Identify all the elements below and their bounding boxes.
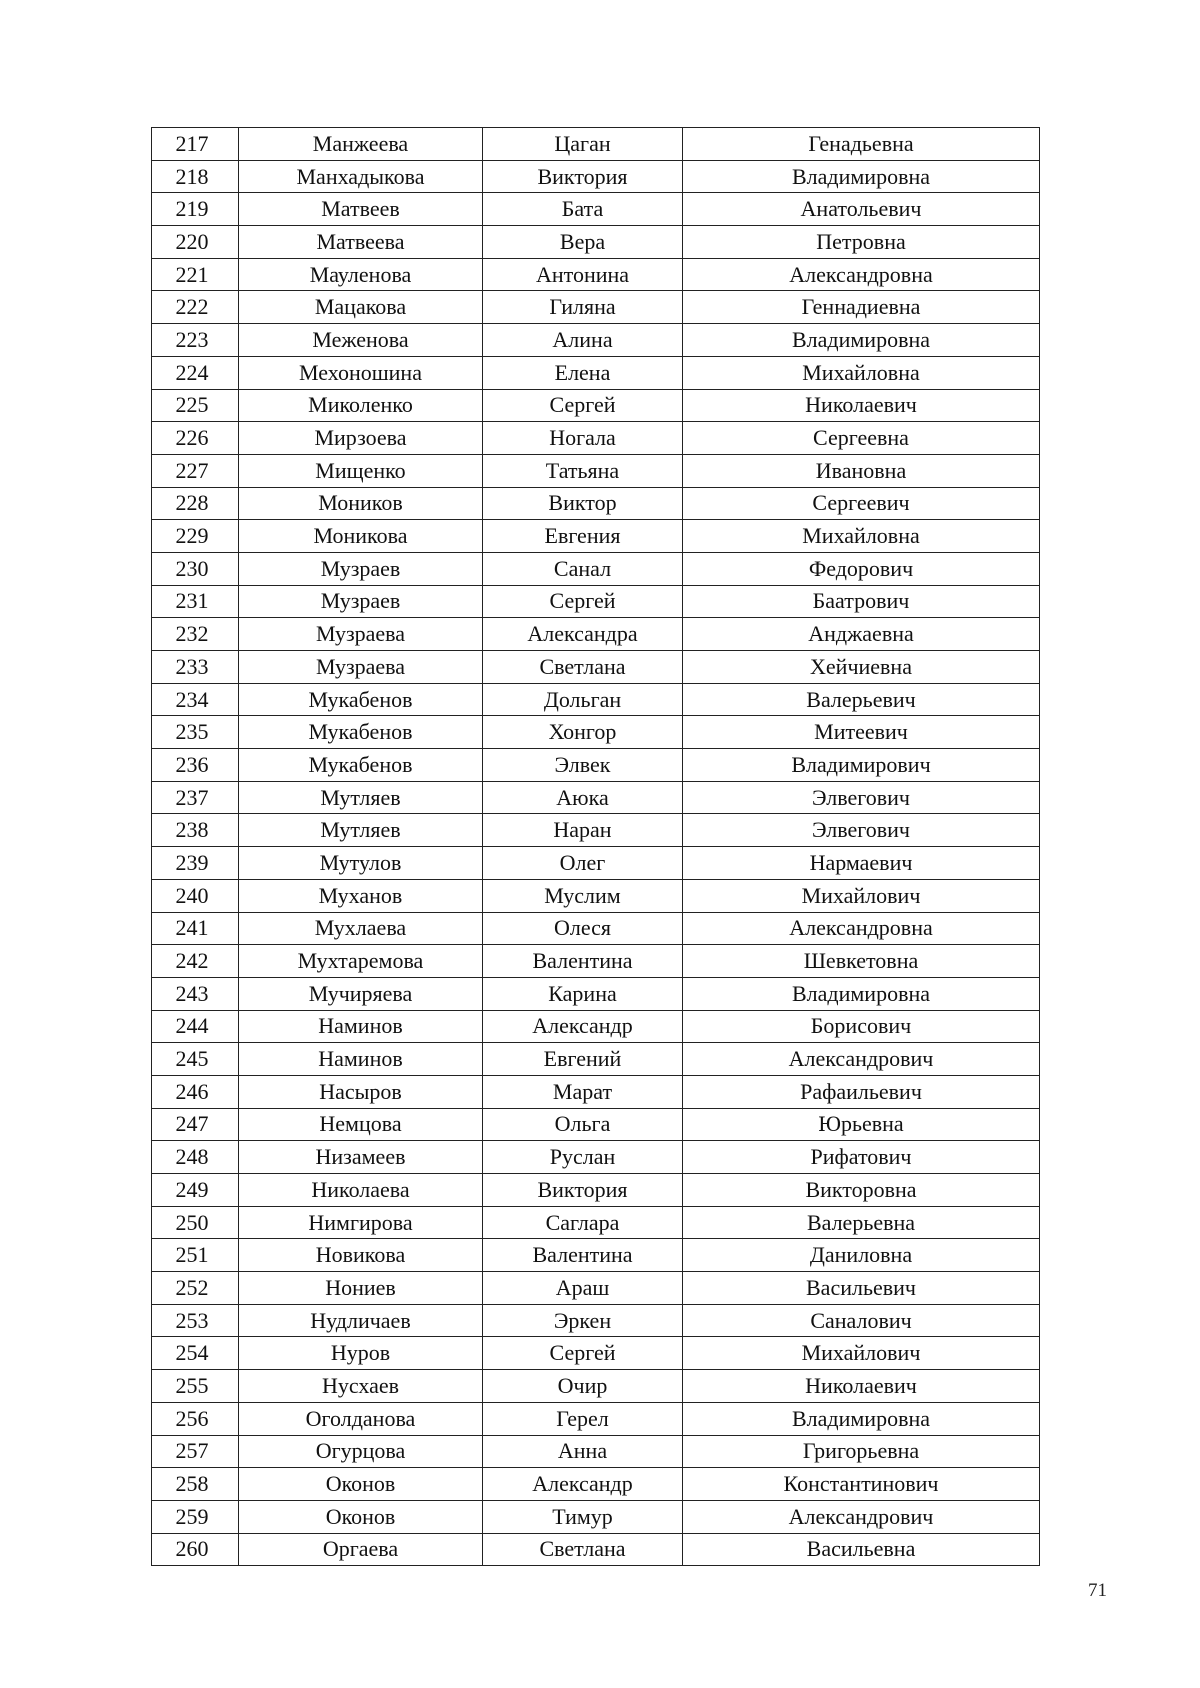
patronymic-cell: Константинович: [683, 1468, 1040, 1501]
table-row: [152, 193, 1040, 226]
first-name-cell: Елена: [483, 356, 683, 389]
table-row: [152, 1435, 1040, 1468]
patronymic-cell: Анатольевич: [683, 193, 1040, 226]
patronymic-cell: Николаевич: [683, 1370, 1040, 1403]
table-row: [152, 977, 1040, 1010]
patronymic-cell: Элвегович: [683, 814, 1040, 847]
row-number-cell: 241: [152, 912, 239, 945]
row-number-cell: 248: [152, 1141, 239, 1174]
first-name-cell: Тимур: [483, 1500, 683, 1533]
row-number-cell: 259: [152, 1500, 239, 1533]
table-row: [152, 716, 1040, 749]
row-number-cell: 240: [152, 879, 239, 912]
first-name-cell: Евгений: [483, 1043, 683, 1076]
patronymic-cell: Даниловна: [683, 1239, 1040, 1272]
last-name-cell: Мацакова: [239, 291, 483, 324]
first-name-cell: Саглара: [483, 1206, 683, 1239]
table-row: [152, 1075, 1040, 1108]
row-number-cell: 253: [152, 1304, 239, 1337]
table-row: [152, 160, 1040, 193]
table-row: [152, 1108, 1040, 1141]
row-number-cell: 221: [152, 258, 239, 291]
patronymic-cell: Анджаевна: [683, 618, 1040, 651]
patronymic-cell: Михайловна: [683, 356, 1040, 389]
row-number-cell: 236: [152, 749, 239, 782]
first-name-cell: Ольга: [483, 1108, 683, 1141]
patronymic-cell: Ивановна: [683, 454, 1040, 487]
first-name-cell: Араш: [483, 1272, 683, 1305]
row-number-cell: 247: [152, 1108, 239, 1141]
table-row: [152, 1010, 1040, 1043]
table-row: [152, 1206, 1040, 1239]
table-row: [152, 1402, 1040, 1435]
first-name-cell: Светлана: [483, 1533, 683, 1566]
table-row: [152, 291, 1040, 324]
table-row: [152, 814, 1040, 847]
row-number-cell: 244: [152, 1010, 239, 1043]
row-number-cell: 238: [152, 814, 239, 847]
row-number-cell: 245: [152, 1043, 239, 1076]
row-number-cell: 228: [152, 487, 239, 520]
table-row: [152, 356, 1040, 389]
row-number-cell: 218: [152, 160, 239, 193]
last-name-cell: Манжеева: [239, 128, 483, 161]
last-name-cell: Нусхаев: [239, 1370, 483, 1403]
patronymic-cell: Васильевич: [683, 1272, 1040, 1305]
last-name-cell: Манхадыкова: [239, 160, 483, 193]
row-number-cell: 224: [152, 356, 239, 389]
patronymic-cell: Баатрович: [683, 585, 1040, 618]
table-row: [152, 1533, 1040, 1566]
patronymic-cell: Геннадиевна: [683, 291, 1040, 324]
last-name-cell: Нуров: [239, 1337, 483, 1370]
last-name-cell: Наминов: [239, 1010, 483, 1043]
table-row: [152, 618, 1040, 651]
last-name-cell: Нудличаев: [239, 1304, 483, 1337]
first-name-cell: Марат: [483, 1075, 683, 1108]
first-name-cell: Бата: [483, 193, 683, 226]
last-name-cell: Мухтаремова: [239, 945, 483, 978]
last-name-cell: Музраева: [239, 651, 483, 684]
names-table-body: [152, 128, 1040, 1566]
first-name-cell: Александр: [483, 1010, 683, 1043]
row-number-cell: 230: [152, 552, 239, 585]
table-row: [152, 324, 1040, 357]
patronymic-cell: Шевкетовна: [683, 945, 1040, 978]
table-row: [152, 847, 1040, 880]
first-name-cell: Алина: [483, 324, 683, 357]
row-number-cell: 255: [152, 1370, 239, 1403]
last-name-cell: Муханов: [239, 879, 483, 912]
first-name-cell: Александр: [483, 1468, 683, 1501]
row-number-cell: 258: [152, 1468, 239, 1501]
patronymic-cell: Саналович: [683, 1304, 1040, 1337]
last-name-cell: Оголданова: [239, 1402, 483, 1435]
first-name-cell: Евгения: [483, 520, 683, 553]
patronymic-cell: Николаевич: [683, 389, 1040, 422]
last-name-cell: Мухлаева: [239, 912, 483, 945]
first-name-cell: Элвек: [483, 749, 683, 782]
patronymic-cell: Александрович: [683, 1043, 1040, 1076]
row-number-cell: 243: [152, 977, 239, 1010]
last-name-cell: Низамеев: [239, 1141, 483, 1174]
last-name-cell: Моников: [239, 487, 483, 520]
last-name-cell: Николаева: [239, 1174, 483, 1207]
patronymic-cell: Александровна: [683, 912, 1040, 945]
table-row: [152, 683, 1040, 716]
first-name-cell: Светлана: [483, 651, 683, 684]
patronymic-cell: Михайловна: [683, 520, 1040, 553]
first-name-cell: Руслан: [483, 1141, 683, 1174]
patronymic-cell: Юрьевна: [683, 1108, 1040, 1141]
row-number-cell: 217: [152, 128, 239, 161]
table-row: [152, 454, 1040, 487]
patronymic-cell: Рафаильевич: [683, 1075, 1040, 1108]
patronymic-cell: Владимировна: [683, 977, 1040, 1010]
table-row: [152, 912, 1040, 945]
last-name-cell: Мирзоева: [239, 422, 483, 455]
row-number-cell: 226: [152, 422, 239, 455]
last-name-cell: Наминов: [239, 1043, 483, 1076]
last-name-cell: Музраев: [239, 552, 483, 585]
row-number-cell: 256: [152, 1402, 239, 1435]
table-row: [152, 1500, 1040, 1533]
first-name-cell: Эркен: [483, 1304, 683, 1337]
row-number-cell: 229: [152, 520, 239, 553]
last-name-cell: Матвеев: [239, 193, 483, 226]
patronymic-cell: Григорьевна: [683, 1435, 1040, 1468]
table-row: [152, 422, 1040, 455]
table-row: [152, 1174, 1040, 1207]
last-name-cell: Мехоношина: [239, 356, 483, 389]
first-name-cell: Антонина: [483, 258, 683, 291]
row-number-cell: 257: [152, 1435, 239, 1468]
patronymic-cell: Валерьевна: [683, 1206, 1040, 1239]
row-number-cell: 237: [152, 781, 239, 814]
patronymic-cell: Сергеевна: [683, 422, 1040, 455]
table-row: [152, 487, 1040, 520]
table-row: [152, 128, 1040, 161]
last-name-cell: Музраева: [239, 618, 483, 651]
first-name-cell: Виктор: [483, 487, 683, 520]
table-row: [152, 1370, 1040, 1403]
last-name-cell: Музраев: [239, 585, 483, 618]
last-name-cell: Нониев: [239, 1272, 483, 1305]
row-number-cell: 232: [152, 618, 239, 651]
patronymic-cell: Владимировна: [683, 160, 1040, 193]
table-row: [152, 389, 1040, 422]
table-row: [152, 520, 1040, 553]
last-name-cell: Мутулов: [239, 847, 483, 880]
row-number-cell: 251: [152, 1239, 239, 1272]
first-name-cell: Санал: [483, 552, 683, 585]
first-name-cell: Очир: [483, 1370, 683, 1403]
patronymic-cell: Владимирович: [683, 749, 1040, 782]
first-name-cell: Наран: [483, 814, 683, 847]
page-number: 71: [1088, 1580, 1107, 1601]
patronymic-cell: Михайлович: [683, 879, 1040, 912]
row-number-cell: 242: [152, 945, 239, 978]
row-number-cell: 250: [152, 1206, 239, 1239]
patronymic-cell: Валерьевич: [683, 683, 1040, 716]
first-name-cell: Виктория: [483, 1174, 683, 1207]
row-number-cell: 246: [152, 1075, 239, 1108]
first-name-cell: Ногала: [483, 422, 683, 455]
patronymic-cell: Элвегович: [683, 781, 1040, 814]
last-name-cell: Нимгирова: [239, 1206, 483, 1239]
last-name-cell: Мучиряева: [239, 977, 483, 1010]
last-name-cell: Огурцова: [239, 1435, 483, 1468]
patronymic-cell: Митеевич: [683, 716, 1040, 749]
table-row: [152, 879, 1040, 912]
first-name-cell: Виктория: [483, 160, 683, 193]
first-name-cell: Цаган: [483, 128, 683, 161]
row-number-cell: 234: [152, 683, 239, 716]
patronymic-cell: Михайлович: [683, 1337, 1040, 1370]
first-name-cell: Муслим: [483, 879, 683, 912]
row-number-cell: 254: [152, 1337, 239, 1370]
last-name-cell: Мукабенов: [239, 749, 483, 782]
first-name-cell: Олеся: [483, 912, 683, 945]
first-name-cell: Сергей: [483, 585, 683, 618]
last-name-cell: Матвеева: [239, 226, 483, 259]
patronymic-cell: Хейчиевна: [683, 651, 1040, 684]
last-name-cell: Оконов: [239, 1468, 483, 1501]
first-name-cell: Вера: [483, 226, 683, 259]
first-name-cell: Хонгор: [483, 716, 683, 749]
table-row: [152, 1043, 1040, 1076]
patronymic-cell: Рифатович: [683, 1141, 1040, 1174]
last-name-cell: Мукабенов: [239, 716, 483, 749]
first-name-cell: Татьяна: [483, 454, 683, 487]
last-name-cell: Мутляев: [239, 781, 483, 814]
names-table-container: [151, 127, 1039, 1566]
last-name-cell: Оконов: [239, 1500, 483, 1533]
row-number-cell: 231: [152, 585, 239, 618]
first-name-cell: Карина: [483, 977, 683, 1010]
patronymic-cell: Борисович: [683, 1010, 1040, 1043]
first-name-cell: Дольган: [483, 683, 683, 716]
table-row: [152, 1304, 1040, 1337]
first-name-cell: Олег: [483, 847, 683, 880]
table-row: [152, 651, 1040, 684]
row-number-cell: 260: [152, 1533, 239, 1566]
row-number-cell: 249: [152, 1174, 239, 1207]
table-row: [152, 1272, 1040, 1305]
patronymic-cell: Александрович: [683, 1500, 1040, 1533]
patronymic-cell: Владимировна: [683, 324, 1040, 357]
last-name-cell: Немцова: [239, 1108, 483, 1141]
last-name-cell: Миколенко: [239, 389, 483, 422]
first-name-cell: Аюка: [483, 781, 683, 814]
first-name-cell: Сергей: [483, 389, 683, 422]
patronymic-cell: Петровна: [683, 226, 1040, 259]
table-row: [152, 945, 1040, 978]
row-number-cell: 235: [152, 716, 239, 749]
row-number-cell: 233: [152, 651, 239, 684]
first-name-cell: Сергей: [483, 1337, 683, 1370]
row-number-cell: 252: [152, 1272, 239, 1305]
table-row: [152, 585, 1040, 618]
last-name-cell: Мукабенов: [239, 683, 483, 716]
table-row: [152, 258, 1040, 291]
patronymic-cell: Нармаевич: [683, 847, 1040, 880]
last-name-cell: Моникова: [239, 520, 483, 553]
first-name-cell: Анна: [483, 1435, 683, 1468]
last-name-cell: Мищенко: [239, 454, 483, 487]
first-name-cell: Валентина: [483, 945, 683, 978]
row-number-cell: 223: [152, 324, 239, 357]
first-name-cell: Валентина: [483, 1239, 683, 1272]
table-row: [152, 1468, 1040, 1501]
first-name-cell: Герел: [483, 1402, 683, 1435]
patronymic-cell: Викторовна: [683, 1174, 1040, 1207]
patronymic-cell: Васильевна: [683, 1533, 1040, 1566]
patronymic-cell: Генадьевна: [683, 128, 1040, 161]
patronymic-cell: Владимировна: [683, 1402, 1040, 1435]
names-table: [151, 127, 1040, 1566]
table-row: [152, 781, 1040, 814]
patronymic-cell: Сергеевич: [683, 487, 1040, 520]
patronymic-cell: Александровна: [683, 258, 1040, 291]
last-name-cell: Мауленова: [239, 258, 483, 291]
last-name-cell: Оргаева: [239, 1533, 483, 1566]
table-row: [152, 749, 1040, 782]
table-row: [152, 1239, 1040, 1272]
table-row: [152, 552, 1040, 585]
last-name-cell: Новикова: [239, 1239, 483, 1272]
row-number-cell: 227: [152, 454, 239, 487]
table-row: [152, 1141, 1040, 1174]
table-row: [152, 1337, 1040, 1370]
first-name-cell: Александра: [483, 618, 683, 651]
row-number-cell: 239: [152, 847, 239, 880]
last-name-cell: Насыров: [239, 1075, 483, 1108]
table-row: [152, 226, 1040, 259]
row-number-cell: 220: [152, 226, 239, 259]
first-name-cell: Гиляна: [483, 291, 683, 324]
row-number-cell: 219: [152, 193, 239, 226]
row-number-cell: 222: [152, 291, 239, 324]
row-number-cell: 225: [152, 389, 239, 422]
last-name-cell: Мутляев: [239, 814, 483, 847]
patronymic-cell: Федорович: [683, 552, 1040, 585]
last-name-cell: Меженова: [239, 324, 483, 357]
